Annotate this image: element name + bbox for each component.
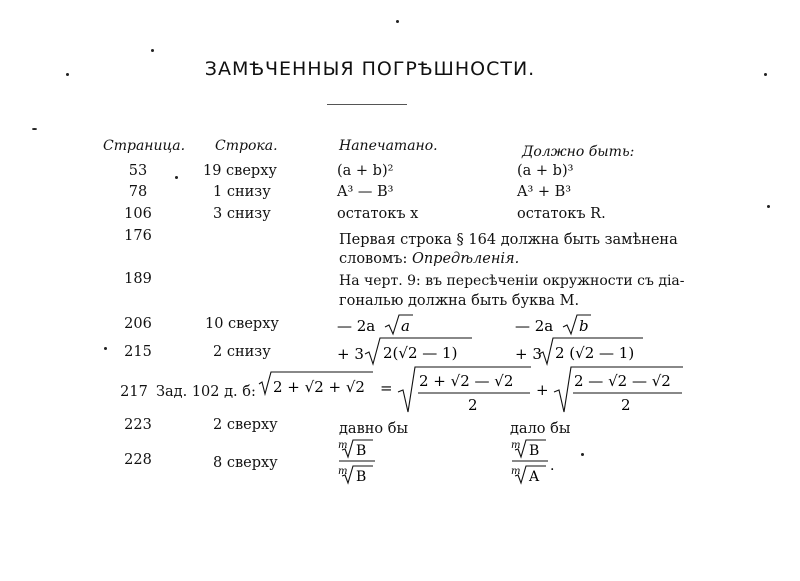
row-line: 10 сверху [205, 316, 279, 332]
row-note-line1: Первая строка § 164 должна быть замѣнена [339, 232, 678, 248]
printed-prefix: — 2a [337, 317, 376, 335]
row-page-number: 217 [120, 384, 148, 400]
scan-speck [66, 73, 69, 76]
header-printed: Напечатано. [339, 138, 438, 154]
scan-speck [767, 205, 770, 208]
root-numerator: B [529, 443, 540, 459]
formula-term1-numerator: 2 + √2 — √2 [419, 372, 514, 390]
correct-root-fraction [510, 436, 570, 486]
correct-radicand: 2 (√2 — 1) [555, 344, 635, 362]
formula-term2-denominator: 2 [621, 396, 631, 414]
row-page-number: 78 [128, 184, 148, 200]
printed-radicand: a [401, 317, 410, 335]
formula-term2-numerator: 2 — √2 — √2 [574, 372, 671, 390]
row-line: 2 снизу [213, 344, 271, 360]
title-divider [327, 104, 407, 105]
row-correct: A³ + B³ [517, 184, 572, 200]
page-title: ЗАМѢЧЕННЫЯ ПОГРѢШНОСТИ. [204, 58, 536, 80]
scan-speck [104, 347, 107, 350]
formula-term1-denominator: 2 [468, 396, 478, 414]
printed-radical-expression [337, 334, 487, 368]
row-note-line2 [339, 251, 519, 267]
row-line: 1 снизу [213, 184, 271, 200]
scan-speck [396, 20, 399, 23]
row-page-number: 228 [124, 452, 152, 468]
row-line: 19 сверху [203, 163, 277, 179]
root-denominator: B [356, 469, 367, 485]
scan-speck [175, 176, 178, 179]
row-line: Зад. 102 д. б: [156, 384, 256, 400]
formula-lhs-radicand: 2 + √2 + √2 [273, 378, 365, 396]
row-note-line1: На черт. 9: въ пересѣченіи окружности съ діа- [339, 273, 685, 289]
row-page-number: 176 [124, 228, 152, 244]
root-index: m [511, 466, 521, 477]
corrected-formula [258, 364, 688, 416]
scan-speck [151, 49, 154, 52]
header-page: Страница. [103, 138, 186, 154]
row-note-line2: гональю должна быть буква M. [339, 293, 580, 309]
scan-speck [764, 73, 767, 76]
row-page-number: 106 [124, 206, 152, 222]
root-denominator: A [529, 469, 540, 485]
row-correct: (a + b)³ [517, 163, 574, 179]
row-note-plain: словомъ: [339, 251, 412, 267]
correct-prefix: — 2a [515, 317, 554, 335]
row-page-number: 215 [124, 344, 152, 360]
formula-plus: + [536, 381, 549, 399]
row-page-number: 206 [124, 316, 152, 332]
row-page-number: 53 [128, 163, 148, 179]
correct-radicand: b [579, 317, 589, 335]
printed-root-fraction [337, 436, 397, 486]
row-printed: A³ — B³ [337, 184, 394, 200]
root-index: m [338, 466, 348, 477]
row-line: 8 сверху [213, 455, 278, 471]
row-page-number: 223 [124, 417, 152, 433]
row-printed: давно бы [339, 421, 409, 437]
scan-speck [581, 453, 584, 456]
row-line: 2 сверху [213, 417, 278, 433]
scan-speck [32, 128, 37, 130]
printed-radicand: 2(√2 — 1) [383, 344, 458, 362]
row-note-italic: Опредѣленія. [411, 251, 520, 267]
printed-prefix: + 3 [337, 345, 364, 363]
formula-equals: = [380, 379, 393, 397]
row-correct: дало бы [510, 421, 571, 437]
root-index: m [511, 440, 521, 451]
header-should-be: Должно быть: [522, 144, 635, 160]
root-numerator: B [356, 443, 367, 459]
header-line: Строка. [215, 138, 278, 154]
root-index: m [338, 440, 348, 451]
row-page-number: 189 [124, 271, 152, 287]
correct-radical-expression [515, 334, 665, 368]
row-printed: остатокъ x [337, 206, 419, 222]
row-correct: остатокъ R. [517, 206, 606, 222]
row-printed: (a + b)² [337, 163, 394, 179]
correct-prefix: + 3 [515, 345, 542, 363]
root-trailing-period: . [550, 458, 555, 474]
row-line: 3 снизу [213, 206, 271, 222]
